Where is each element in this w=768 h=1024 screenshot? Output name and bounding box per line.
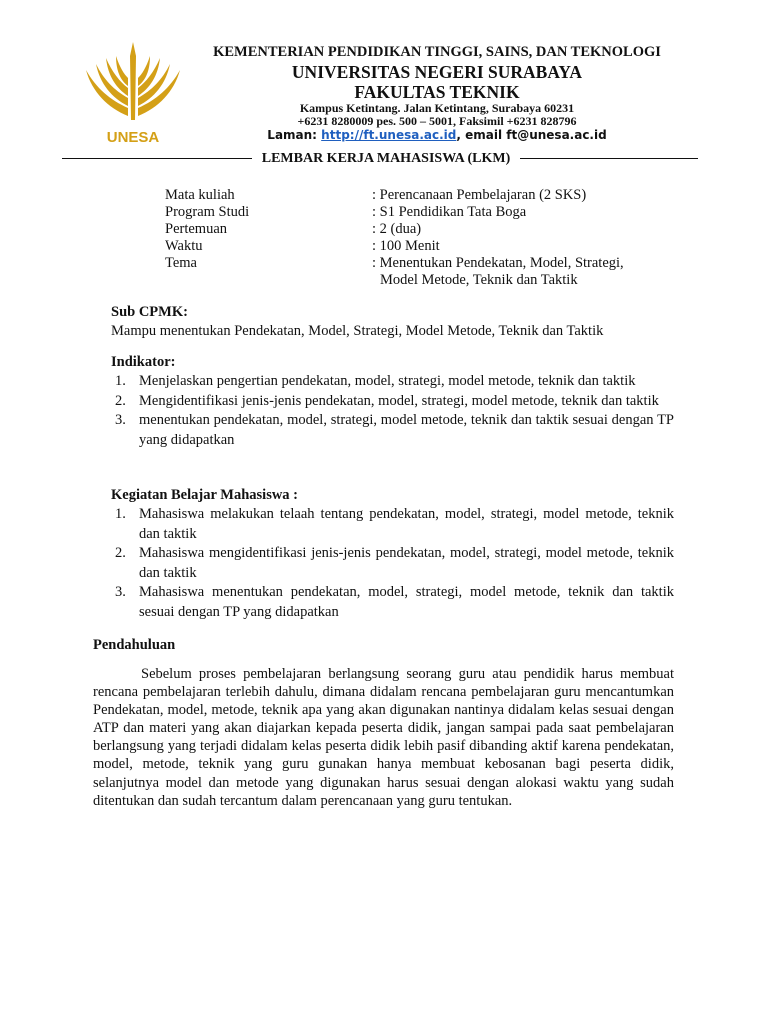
list-text: Menjelaskan pengertian pendekatan, model, strategi, model metode, teknik dan taktik: [139, 373, 636, 389]
list-number: 3.: [115, 584, 126, 600]
info-label: Pertemuan: [165, 221, 228, 237]
info-value-continuation: Model Metode, Teknik dan Taktik: [380, 272, 578, 288]
web-label: Laman:: [267, 128, 322, 142]
list-number: 1.: [115, 373, 126, 389]
ministry-name: KEMENTERIAN PENDIDIKAN TINGGI, SAINS, DAN TEKNOLOGI: [213, 44, 661, 60]
kegiatan-title: Kegiatan Belajar Mahasiswa :: [111, 487, 299, 503]
list-text: Mengidentifikasi jenis-jenis pendekatan, model, strategi, model metode, teknik dan taktik: [139, 392, 659, 409]
phone-line: +6231 8280009 pes. 500 – 5001, Faksimil +6231 828796: [297, 114, 577, 128]
pendahuluan-title: Pendahuluan: [93, 637, 176, 653]
pendahuluan-body: Sebelum proses pembelajaran berlangsung seorang guru atau pendidik harus membuat rencana pembelajaran terlebih dahulu, dimana didalam rencana pembelajaran guru mencantumkan Pendekatan, model, metode, teknik apa yang akan digunakan nantinya didalam kelas sesuai dengan ATP dan materi yang akan diajarkan kepada peserta didik, jangan sampai pada saat pembelajaran berlangsung yang terjadi didalam kelas peserta didik lebih pasif dibanding aktif karena pendekatan, model, metode, teknik yang guru gunakan hanya membuat kebosanan bagi peserta didik, selanjutnya model dan metode yang digunakan harus sesuai dengan alokasi waktu yang sudah ditentukan dan sudah tercantum dalam perencanaan yang guru tentukan.: [93, 666, 674, 809]
info-label: Program Studi: [165, 204, 250, 220]
course-info-table: [165, 187, 624, 289]
info-row: [165, 187, 624, 204]
list-number: 3.: [115, 412, 126, 428]
list-text: Mahasiswa menentukan pendekatan, model, strategi, model metode, teknik dan taktik sesuai dengan TP yang didapatkan: [139, 584, 674, 620]
info-label: Tema: [165, 255, 197, 271]
kegiatan-section: [111, 486, 674, 622]
info-label: Waktu: [165, 238, 203, 254]
indikator-title: Indikator:: [111, 354, 176, 370]
sub-cpmk-text: Mampu menentukan Pendekatan, Model, Strategi, Model Metode, Teknik dan Taktik: [111, 323, 604, 339]
header-rule-right: [520, 158, 698, 159]
list-number: 1.: [115, 506, 126, 522]
list-item: [111, 544, 674, 583]
list-item: [111, 372, 674, 392]
contact-line: [192, 128, 682, 142]
info-row: [165, 204, 624, 221]
faculty-name: FAKULTAS TEKNIK: [354, 82, 520, 102]
info-row: [165, 221, 624, 238]
sub-cpmk-title: Sub CPMK:: [111, 304, 188, 320]
list-number: 2.: [115, 392, 126, 409]
list-item: [111, 505, 674, 544]
website-link[interactable]: http://ft.unesa.ac.id: [321, 128, 457, 142]
list-item: [111, 583, 674, 622]
info-value: : 100 Menit: [372, 238, 440, 254]
document-title: LEMBAR KERJA MAHASISWA (LKM): [261, 151, 511, 166]
list-text: Mahasiswa melakukan telaah tentang pendekatan, model, strategi, model metode, teknik dan taktik: [139, 506, 674, 542]
unesa-logo: [78, 36, 188, 148]
address-line: Kampus Ketintang. Jalan Ketintang, Surabaya 60231: [299, 101, 575, 115]
indikator-section: [111, 353, 674, 450]
kegiatan-list: [111, 505, 674, 622]
info-value: : S1 Pendidikan Tata Boga: [372, 204, 527, 220]
info-value: : Menentukan Pendekatan, Model, Strategi,: [372, 255, 624, 271]
list-text: Mahasiswa mengidentifikasi jenis-jenis pendekatan, model, strategi, model metode, teknik dan taktik: [139, 545, 674, 581]
list-item: [111, 411, 674, 450]
email-text: , email ft@unesa.ac.id: [456, 128, 607, 142]
list-number: 2.: [115, 545, 126, 561]
info-row: [165, 255, 624, 272]
sub-cpmk-section: [111, 303, 674, 341]
list-item: [111, 392, 674, 412]
indikator-list: [111, 372, 674, 450]
svg-text:UNESA: UNESA: [106, 129, 160, 146]
info-label: Mata kuliah: [165, 187, 235, 203]
info-row: [165, 238, 624, 255]
university-name: UNIVERSITAS NEGERI SURABAYA: [291, 62, 583, 82]
header-rule-left: [62, 158, 252, 159]
info-value: : 2 (dua): [372, 221, 422, 237]
info-value: : Perencanaan Pembelajaran (2 SKS): [372, 187, 587, 203]
list-text: menentukan pendekatan, model, strategi, model metode, teknik dan taktik sesuai dengan TP yang didapatkan: [139, 412, 674, 448]
